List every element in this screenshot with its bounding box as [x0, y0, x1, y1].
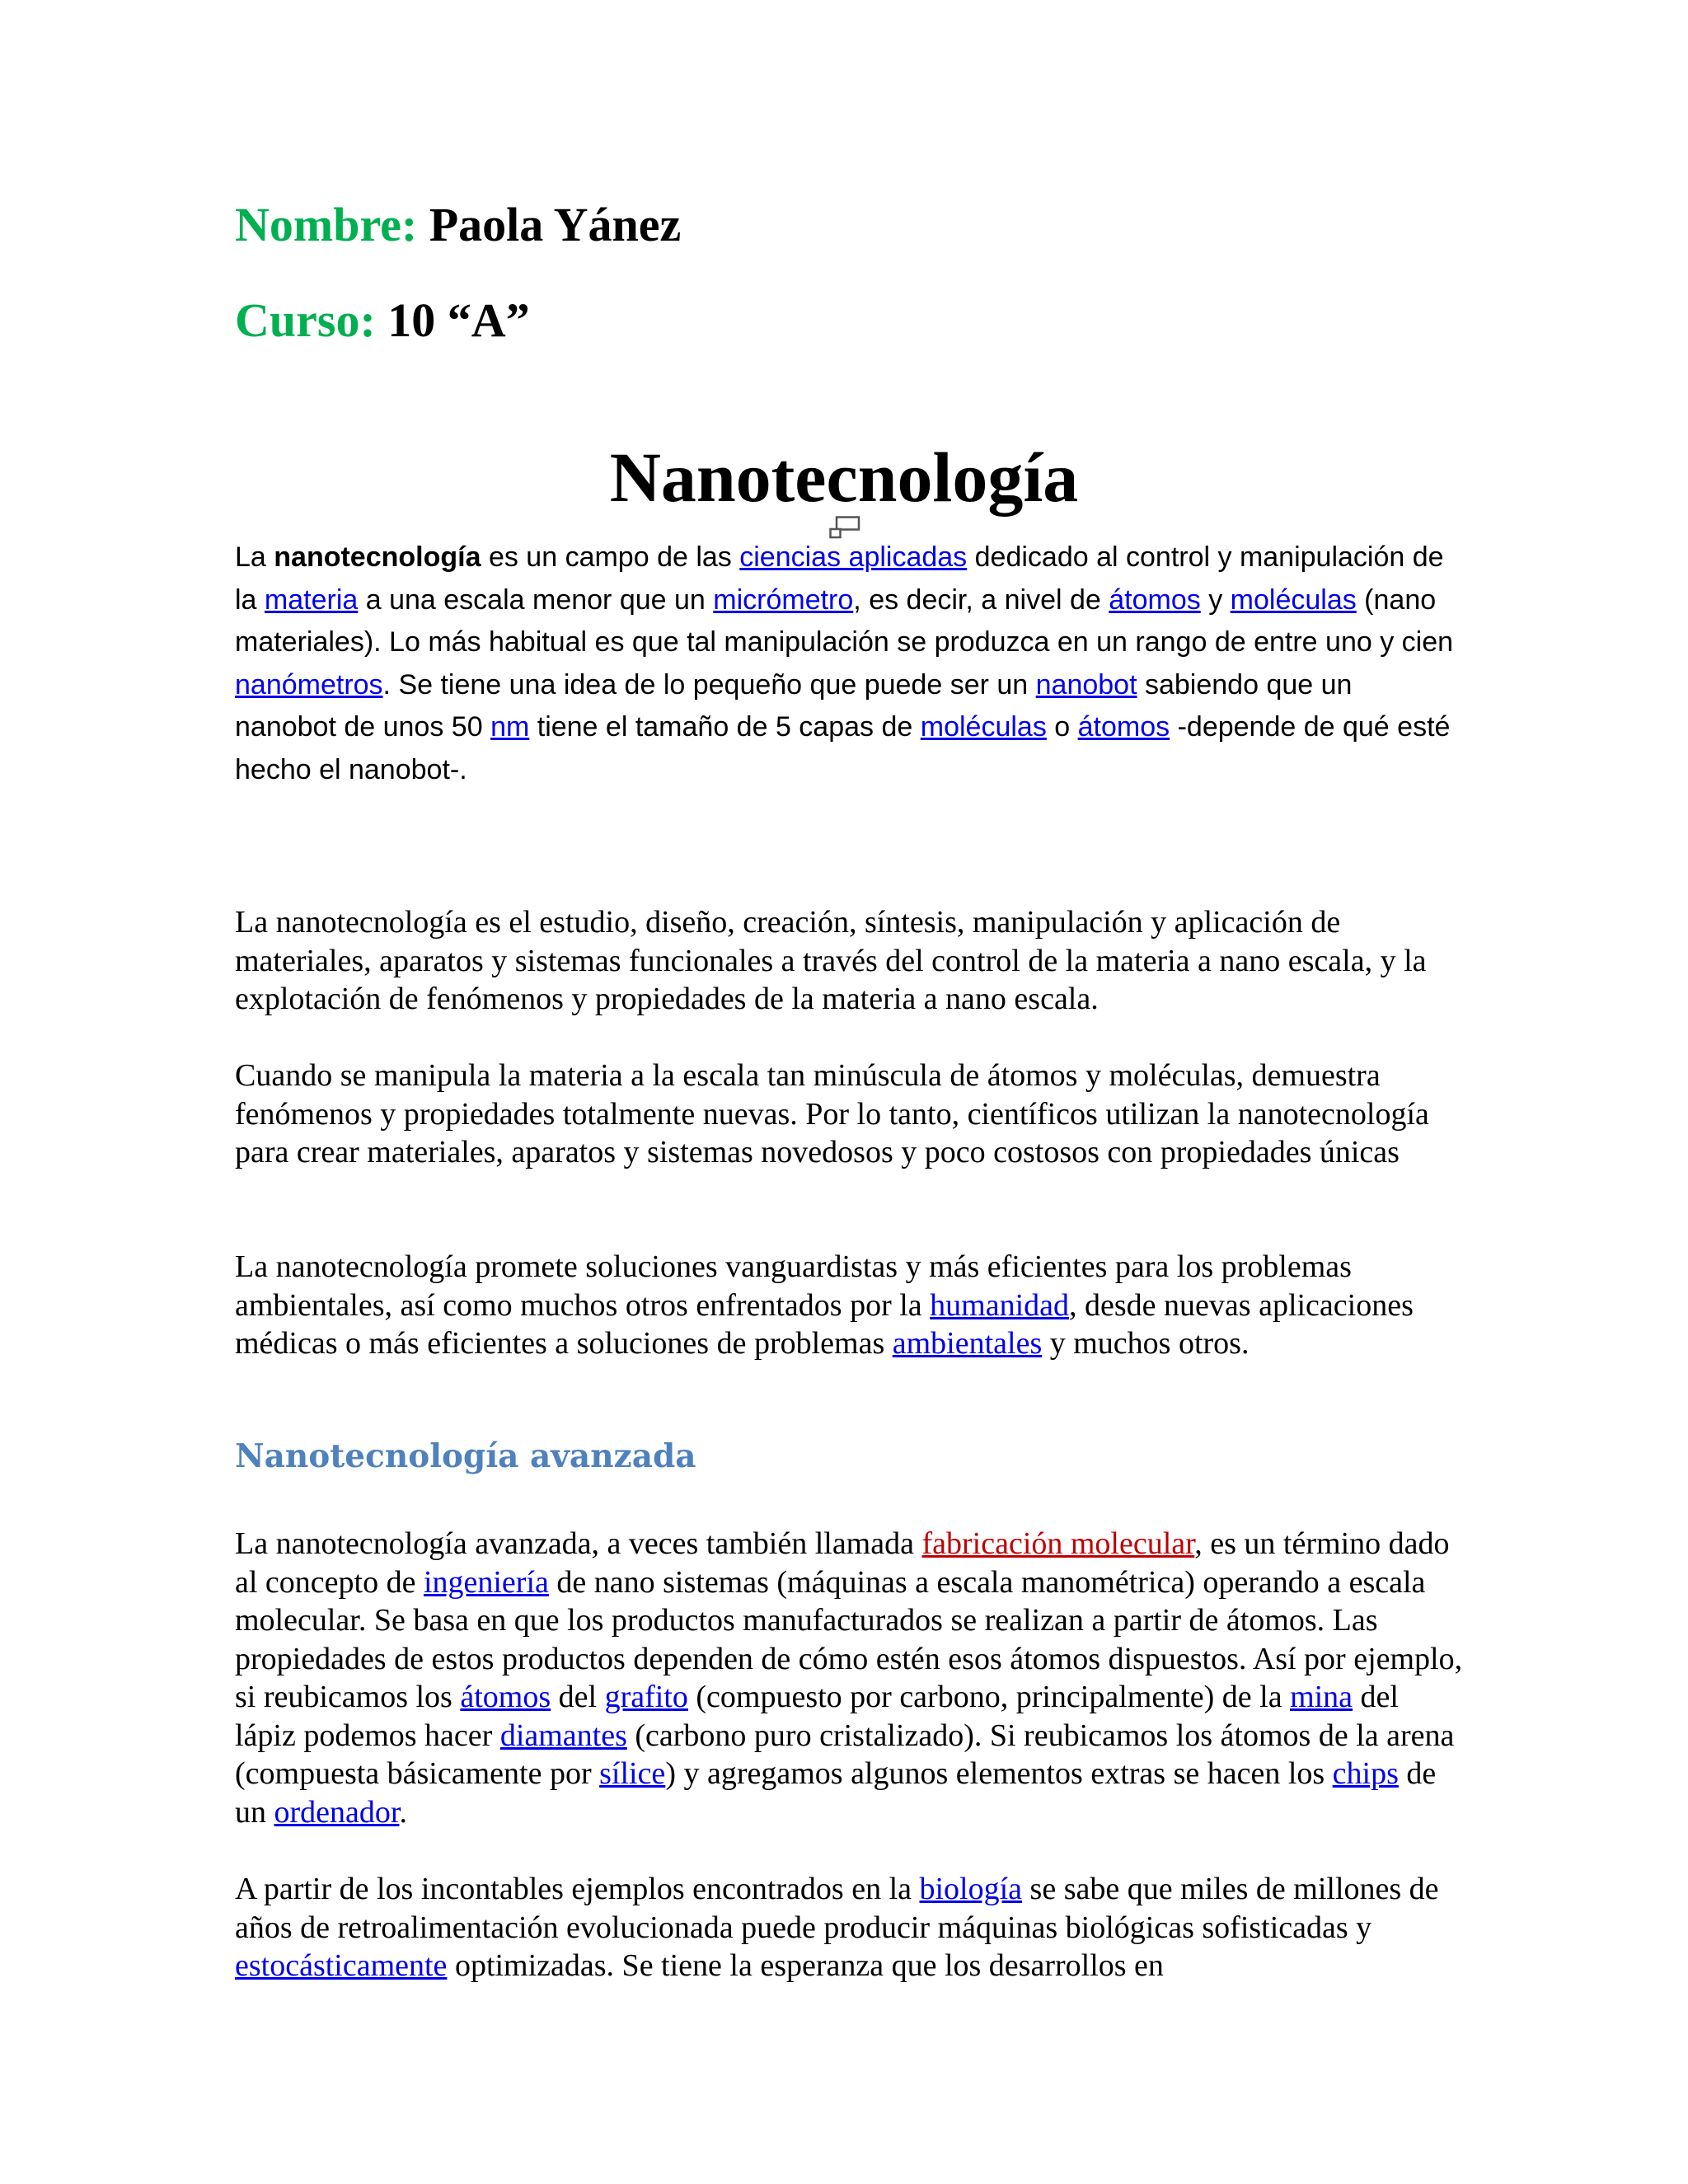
text-run: (carbono puro cristalizado). Si reubicamos los átomos de la arena (compuesta básicamente por	[235, 1718, 1455, 1791]
link-nm[interactable]: nm	[490, 711, 530, 743]
link-diamantes[interactable]: diamantes	[499, 1718, 627, 1753]
link-ciencias-aplicadas[interactable]: ciencias aplicadas	[739, 541, 968, 573]
link-nanobot[interactable]: nanobot	[1035, 668, 1137, 701]
course-label: Curso:	[235, 293, 376, 347]
course-value: 10 “A”	[387, 293, 530, 347]
link-biologia[interactable]: biología	[919, 1872, 1023, 1906]
text-run: . Se tiene una idea de lo pequeño que puede ser un	[382, 668, 1036, 701]
link-micrometro[interactable]: micrómetro	[713, 583, 854, 616]
text-run: de nano sistemas (máquinas a escala manométrica) operando a escala molecular. Se basa en que los productos manufacturados se realizan a partir de átomos. Las propiedades de estos productos dependen de cómo estén esos átomos dispuestos. Así por ejemplo, si reubicamos los	[235, 1564, 1463, 1714]
section-heading: Nanotecnología avanzada	[235, 1437, 696, 1475]
paragraph-definition: La nanotecnología es el estudio, diseño, creación, síntesis, manipulación y aplicación de materiales, aparatos y sistemas funcionales a través del control de la materia a nano escala, y la explotación de fenómenos y propiedades de la materia a nano escala.	[235, 905, 1427, 1016]
link-silice[interactable]: sílice	[599, 1756, 666, 1791]
text-run: y	[1200, 583, 1231, 616]
text-run: , es decir, a nivel de	[853, 583, 1109, 616]
link-materia[interactable]: materia	[264, 583, 359, 616]
text-run: La nanotecnología promete soluciones vanguardistas y más eficientes para los problemas ambientales, así como muchos otros enfrentados por la	[235, 1249, 1352, 1323]
course-line	[235, 293, 530, 347]
text-run: del lápiz podemos hacer	[235, 1680, 1399, 1753]
paragraph-properties: Cuando se manipula la materia a la escala tan minúscula de átomos y moléculas, demuestra fenómenos y propiedades totalmente nuevas. Por lo tanto, científicos utilizan la nanotecnología para crear materiales, aparatos y sistemas novedosos y poco costosos con propiedades únicas	[235, 1058, 1429, 1169]
name-line	[235, 198, 682, 251]
link-atomos[interactable]: átomos	[1109, 583, 1201, 616]
text-run: tiene el tamaño de 5 capas de	[529, 711, 921, 743]
text-run: La nanotecnología avanzada, a veces también llamada	[235, 1526, 922, 1561]
link-mina[interactable]: mina	[1290, 1680, 1353, 1714]
text-run: se sabe que miles de millones de años de retroalimentación evolucionada puede producir máquinas biológicas sofisticadas y	[235, 1872, 1439, 1945]
name-value: Paola Yánez	[429, 198, 682, 251]
link-chips[interactable]: chips	[1332, 1756, 1399, 1791]
text-run: A partir de los incontables ejemplos encontrados en la	[235, 1872, 920, 1906]
text-run: -depende de qué esté hecho el nanobot-.	[235, 711, 1451, 785]
text-run: La	[235, 541, 274, 573]
link-grafito[interactable]: grafito	[604, 1680, 688, 1714]
text-run: optimizadas. Se tiene la esperanza que los desarrollos en	[447, 1948, 1164, 1983]
embedded-object-icon[interactable]	[829, 516, 860, 539]
link-atomos-2[interactable]: átomos	[1077, 711, 1170, 743]
text-run: , es un término dado al concepto de	[235, 1526, 1450, 1600]
name-label: Nombre:	[235, 198, 418, 251]
link-ingenieria[interactable]: ingeniería	[423, 1564, 549, 1600]
link-ambientales[interactable]: ambientales	[892, 1326, 1043, 1361]
text-run: sabiendo que un nanobot de unos 50	[235, 668, 1353, 743]
paragraph-biology	[235, 1870, 1463, 1985]
text-run: a una escala menor que un	[358, 583, 714, 616]
text-run: (compuesto por carbono, principalmente) de la	[687, 1680, 1291, 1714]
link-ordenador[interactable]: ordenador	[274, 1794, 400, 1830]
paragraph-advanced	[235, 1525, 1463, 1831]
text-run: es un campo de las	[481, 541, 740, 573]
text-run: o	[1046, 711, 1078, 743]
keyword-nanotecnologia: nanotecnología	[274, 541, 481, 573]
link-nanometros[interactable]: nanómetros	[235, 668, 383, 701]
link-humanidad[interactable]: humanidad	[930, 1287, 1070, 1323]
text-run: y muchos otros.	[1042, 1326, 1250, 1361]
link-moleculas-2[interactable]: moléculas	[920, 711, 1047, 743]
paragraph-solutions	[235, 1248, 1463, 1363]
text-run: ) y agregamos algunos elementos extras se hacen los	[665, 1756, 1333, 1791]
text-run: dedicado al control y manipulación de la	[235, 541, 1444, 616]
intro-paragraph	[235, 537, 1455, 791]
text-run: (nano materiales). Lo más habitual es que tal manipulación se produzca en un rango de entre uno y cien	[235, 583, 1454, 658]
document-title: Nanotecnología	[609, 437, 1079, 517]
text-run: , desde nuevas aplicaciones médicas o más eficientes a soluciones de problemas	[235, 1287, 1414, 1361]
text-run: de un	[235, 1756, 1437, 1830]
link-estocasticamente[interactable]: estocásticamente	[235, 1948, 448, 1983]
text-run: .	[399, 1794, 407, 1830]
text-run: del	[551, 1680, 605, 1714]
link-moleculas[interactable]: moléculas	[1230, 583, 1357, 616]
link-atomos-3[interactable]: átomos	[460, 1680, 551, 1714]
link-fabricacion-molecular[interactable]: fabricación molecular	[921, 1526, 1195, 1561]
